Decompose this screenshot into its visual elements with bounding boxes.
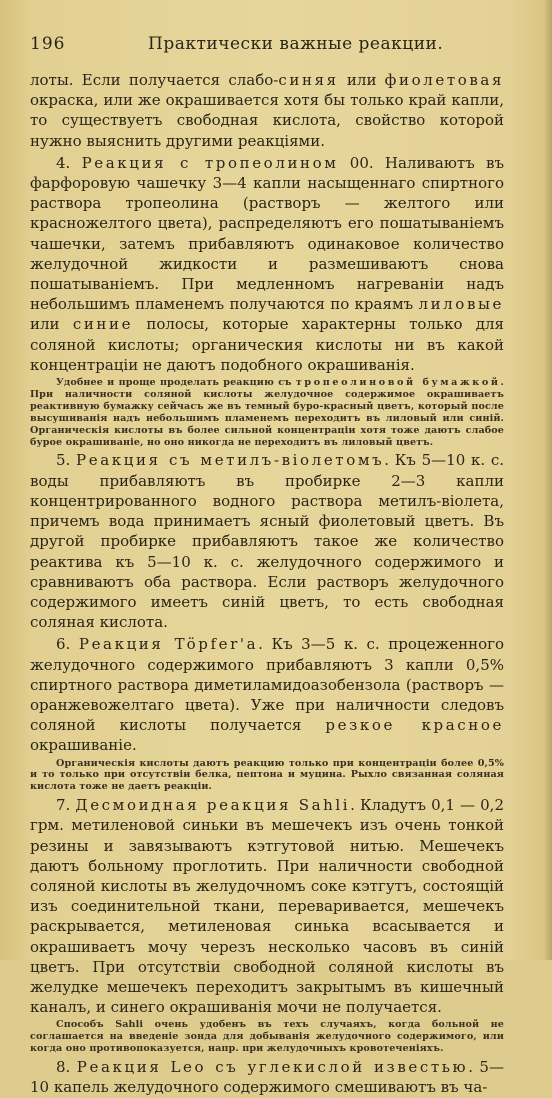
- spaced-emphasis-text: Десмоидная реакция Sahli: [75, 796, 351, 815]
- text-run: 6.: [56, 635, 79, 654]
- text-run: или: [30, 315, 73, 334]
- body-paragraph: [30, 1057, 504, 1097]
- spaced-emphasis-text: синяя: [278, 71, 339, 89]
- page-edge-shadow: [544, 0, 552, 960]
- text-run: Удобнее и проще проделать реакцию съ: [56, 377, 296, 389]
- running-title: Практически важные реакции.: [148, 34, 444, 54]
- text-run: 4.: [56, 153, 82, 172]
- spaced-emphasis-text: синие: [72, 315, 134, 334]
- body-paragraph: [30, 634, 504, 755]
- text-run: . Кладутъ 0,1 — 0,2 грм. метиленовой синьки въ мешечекъ изъ очень тонкой резины и завязываютъ кэтгутовой нитью. Мешечекъ даютъ больному проглотить. При наличности свободной соляной кислоты въ желудочномъ соке кэтгутъ, состоящій изъ соединительной ткани, переваривается, мешечекъ раскрывается, метиленовая синька всасывается и окрашиваетъ мочу черезъ несколько часовъ въ синій цветъ. При отсутствіи свободной соляной кислоты въ желудке мешечекъ переходитъ закрытымъ въ кишечный каналъ, и синего окрашиванія мочи не получается.: [30, 796, 504, 1017]
- spaced-emphasis-text: резкое красное: [325, 716, 504, 735]
- body-paragraph: [30, 153, 504, 375]
- footnote-paragraph: [30, 758, 504, 794]
- spaced-emphasis-text: Реакция Töpfer'a: [78, 635, 259, 654]
- body-paragraph: [30, 450, 504, 632]
- text-run: окраска, или же окрашивается хотя бы только край капли, то существуетъ свободная кислота, свойство которой нужно выяснить другими реакціями.: [30, 91, 504, 150]
- spaced-emphasis-text: Реакция Leo съ углекислой известью: [76, 1058, 469, 1077]
- text-run: Способъ Sahli очень удобенъ въ техъ случаяхъ, когда больной не соглашается на введеніе зонда для добыванія желудочного содержимого, или когда оно противопоказуется, напр. при желудочныхъ кровотеченіяхъ.: [30, 1019, 504, 1055]
- footnote-paragraph: [30, 1019, 504, 1055]
- footnote-paragraph: [30, 377, 504, 448]
- text-run: . При наличности соляной кислоты желудочное содержимое окрашиваетъ реактивную бумажку сейчасъ же въ темный буро-красный цветъ, который после высушиванія надъ небольшимъ пламенемъ переходитъ въ лиловый или синій. Органическія кислоты въ более сильной концентраціи хотя тоже даютъ слабое бурое окрашиваніе, но оно никогда не переходитъ въ лиловый цветъ.: [30, 377, 504, 448]
- text-run: . Къ 5—10 к. с. воды прибавляютъ въ пробирке 2—3 капли концентрированного водного раствора метилъ-віолета, причемъ вода принимаетъ ясный фиолетовый цветъ. Въ другой пробирке прибавляютъ такое же количество реактива къ 5—10 к. с. желудочного содержимого и сравниваютъ оба раствора. Если растворъ желудочного содержимого имеетъ синій цветъ, то есть свободная соляная кислота.: [30, 451, 504, 632]
- spaced-emphasis-text: Реакция с тропеолином: [81, 153, 339, 172]
- text-run: полосы, которые характерны только для соляной кислоты; органическия кислоты ни въ какой концентраціи не даютъ подобного окрашиванія.: [30, 315, 505, 374]
- spaced-emphasis-text: тропеолиновой бумажкой: [295, 377, 501, 389]
- spaced-emphasis-text: лиловые: [418, 295, 504, 314]
- body-paragraph: [30, 70, 504, 151]
- text-run: 8.: [56, 1058, 77, 1077]
- text-run: или: [338, 71, 385, 89]
- text-run: 00. Наливаютъ въ фарфоровую чашечку 3—4 капли насыщеннаго спиртного раствора тропеолина (растворъ — желтого или красножелтого цвета), распределяютъ его пошатываніемъ чашечки, затемъ прибавляютъ одинаковое количество желудочной жидкости и размешиваютъ снова пошатываніемъ. При медленномъ нагреваніи надъ небольшимъ пламенемъ получаются по краямъ: [30, 153, 504, 314]
- page-number: 196: [30, 34, 66, 54]
- text-run: Органическія кислоты даютъ реакцию только при концентраціи более 0,5% и то только при отсутствіи белка, пептона и муцина. Рыхло связанная соляная кислота тоже не даетъ реакціи.: [30, 757, 504, 793]
- spaced-emphasis-text: Реакция съ метилъ-віолетомъ: [76, 451, 385, 470]
- spaced-emphasis-text: фиолетовая: [384, 71, 505, 89]
- page-body: [30, 70, 504, 1098]
- text-run: лоты. Если получается слабо-: [30, 71, 279, 89]
- text-run: 5.: [56, 451, 77, 470]
- body-paragraph: [30, 795, 504, 1017]
- text-run: 7.: [56, 796, 76, 815]
- text-run: . 5—10 капель желудочного содержимого смешиваютъ въ ча-: [30, 1058, 504, 1097]
- text-run: . Къ 3—5 к. с. процеженного желудочного содержимого прибавляютъ 3 капли 0,5% спиртного раствора диметиламидоазобензола (растворъ — оранжевожелтаго цвета). Уже при наличности следовъ соляной кислоты получается: [30, 635, 504, 735]
- text-run: окрашиваніе.: [30, 736, 137, 755]
- page-header: [30, 34, 524, 58]
